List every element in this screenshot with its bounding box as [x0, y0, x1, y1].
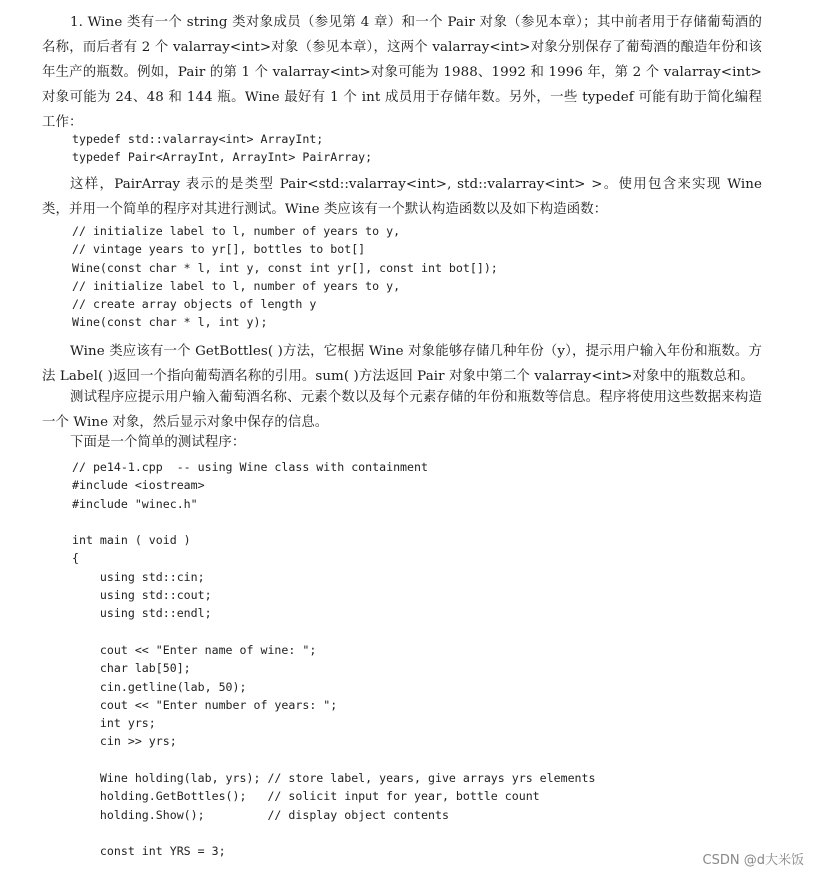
paragraph-getbottles: Wine 类应该有一个 GetBottles( )方法，它根据 Wine 对象能够存储几种年份（y），提示用户输入年份和瓶数。方法 Label( )返回一个指向葡萄酒名称的引用。sum( )方法返回 Pair 对象中第二个 valarray<int>对象中的瓶数总和。 [42, 344, 762, 384]
code-constructors: // initialize label to l, number of years to y, // vintage years to yr[], bottles to bot[] Wine(const char * l, int y, const int yr[], const int bot[]); // initialize label to l, number of years to y, // create array objects of length y Wine(const char * l, int y); [72, 224, 498, 330]
paragraph-test-program: 测试程序应提示用户输入葡萄酒名称、元素个数以及每个元素存储的年份和瓶数等信息。程序将使用这些数据来构造一个 Wine 对象，然后显示对象中保存的信息。 [42, 390, 762, 430]
csdn-watermark: CSDN @d大米饭 [702, 853, 804, 868]
paragraph-pairarray: 这样，PairArray 表示的是类型 Pair<std::valarray<int>, std::valarray<int> >。使用包含来实现 Wine 类，并用一个简单的程序对其进行测试。Wine 类应该有一个默认构造函数以及如下构造函数： [42, 177, 762, 217]
paragraph-sample-intro: 下面是一个简单的测试程序： [70, 435, 246, 450]
code-typedefs: typedef std::valarray<int> ArrayInt; typedef Pair<ArrayInt, ArrayInt> PairArray; [72, 132, 373, 165]
code-test-program: // pe14-1.cpp -- using Wine class with containment #include <iostream> #include "winec.h" int main ( void ) { using std::cin; using std::cout; using std::endl; cout << "Enter name of wine: "; char lab[50]; cin.getline(lab, 50); cout << "Enter number of years: "; int yrs; cin >> yrs; Wine holding(lab, yrs); // store label, years, give arrays yrs elements holding.GetBottles(); // solicit input for year, bottle count holding.Show(); // display object contents const int YRS = 3; [72, 460, 596, 859]
paragraph-exercise-intro: 1. Wine 类有一个 string 类对象成员（参见第 4 章）和一个 Pair 对象（参见本章）；其中前者用于存储葡萄酒的名称，而后者有 2 个 valarray<int>对象（参见本章），这两个 valarray<int>对象分别保存了葡萄酒的酿造年份和该年生产的瓶数。例如，Pair 的第 1 个 valarray<int>对象可能为 1988、1992 和 1996 年，第 2 个 valarray<int>对象可能为 24、48 和 144 瓶。Wine 最好有 1 个 int 成员用于存储年数。另外，一些 typedef 可能有助于简化编程工作： [42, 15, 762, 130]
